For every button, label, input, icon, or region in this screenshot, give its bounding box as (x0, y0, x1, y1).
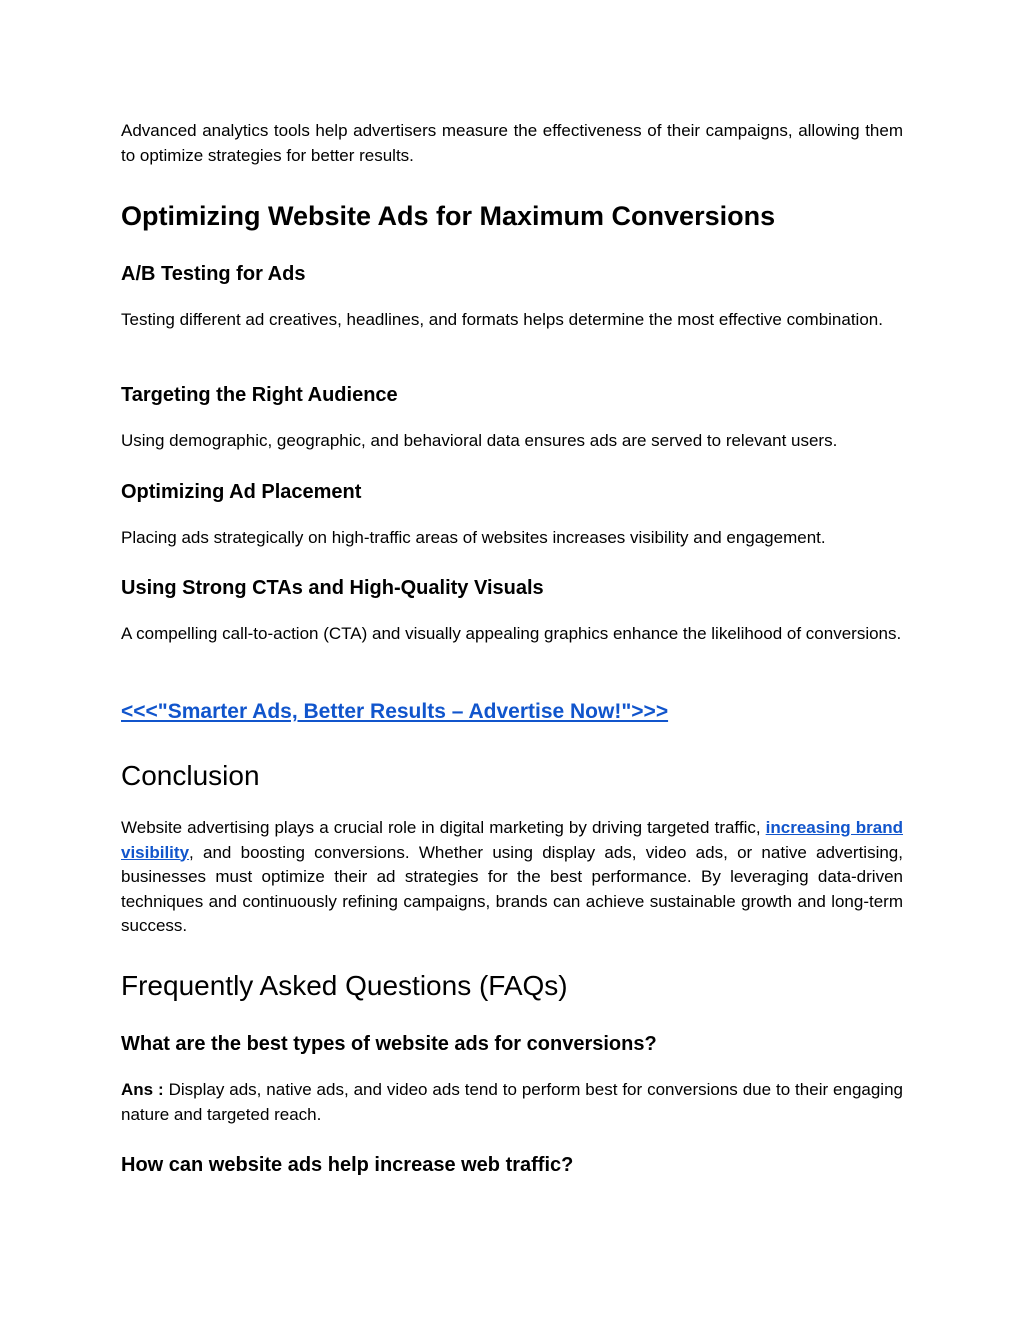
subheading-ctas: Using Strong CTAs and High-Quality Visuals (121, 577, 544, 599)
subheading-ab-testing: A/B Testing for Ads (121, 263, 306, 285)
subheading-placement: Optimizing Ad Placement (121, 481, 362, 503)
conclusion-text-after: , and boosting conversions. Whether using display ads, video ads, or native advertising, businesses must optimize their ad strategies for the best performance. By leveraging data-driven techniques and continuously refining campaigns, brands can achieve sustainable growth and long-term success. (121, 842, 903, 935)
intro-paragraph: Advanced analytics tools help advertisers measure the effectiveness of their campaigns, allowing them to optimize strategies for better results. (121, 121, 903, 165)
ctas-paragraph: A compelling call-to-action (CTA) and visually appealing graphics enhance the likelihood of conversions. (121, 624, 902, 643)
conclusion-paragraph (121, 816, 903, 939)
subheading-targeting: Targeting the Right Audience (121, 384, 398, 406)
faq-question-2: How can website ads help increase web traffic? (121, 1154, 574, 1176)
targeting-paragraph: Using demographic, geographic, and behavioral data ensures ads are served to relevant users. (121, 431, 838, 450)
brand-visibility-link[interactable]: increasing brand visibility (121, 818, 903, 862)
advertise-now-link[interactable]: <<<"Smarter Ads, Better Results – Advertise Now!">>> (121, 700, 669, 723)
placement-paragraph: Placing ads strategically on high-traffic areas of websites increases visibility and engagement. (121, 528, 826, 547)
ab-testing-paragraph: Testing different ad creatives, headlines, and formats helps determine the most effective combination. (121, 310, 883, 329)
faq-answer-1 (121, 1078, 903, 1127)
section-heading-optimizing: Optimizing Website Ads for Maximum Conversions (121, 201, 776, 231)
cta-link-container (121, 698, 903, 726)
faq-question-1: What are the best types of website ads for conversions? (121, 1033, 657, 1055)
conclusion-text-before: Website advertising plays a crucial role in digital marketing by driving targeted traffic, (121, 818, 766, 837)
faq-answer-label: Ans : (121, 1080, 164, 1099)
faq-answer-text: Display ads, native ads, and video ads tend to perform best for conversions due to their engaging nature and targeted reach. (121, 1080, 903, 1124)
section-heading-faqs: Frequently Asked Questions (FAQs) (121, 970, 568, 1001)
section-heading-conclusion: Conclusion (121, 760, 260, 791)
